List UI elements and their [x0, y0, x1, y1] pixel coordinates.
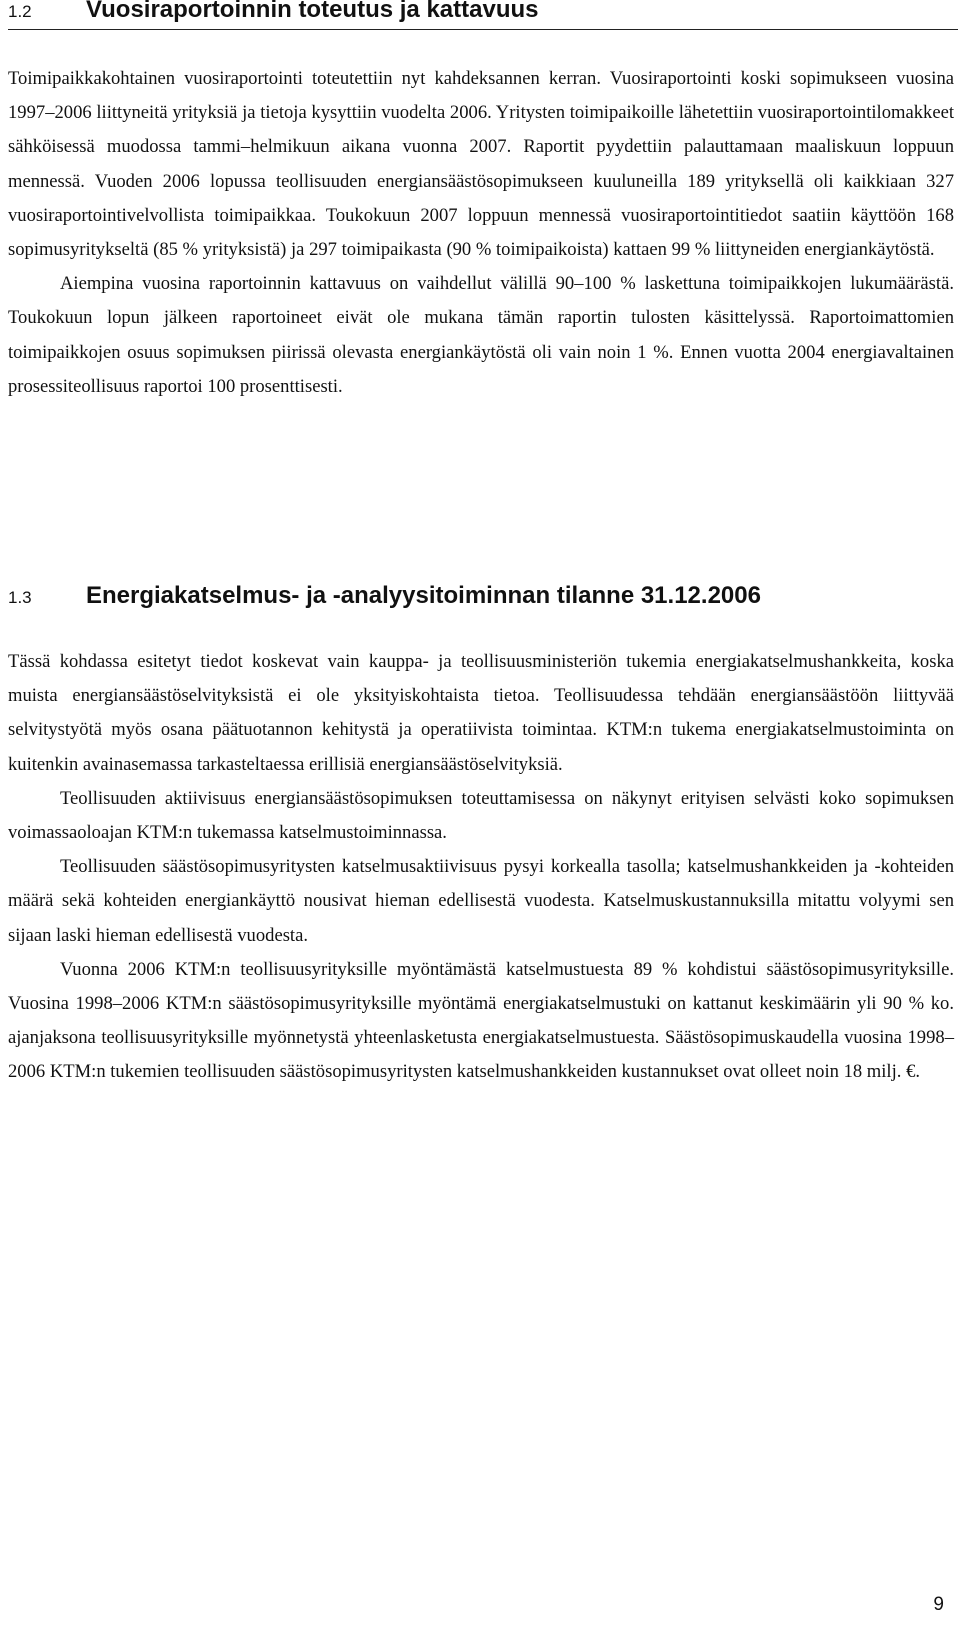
section-title: Vuosiraportoinnin toteutus ja kattavuus	[86, 0, 539, 23]
section-number: 1.2	[8, 2, 32, 21]
section-title: Energiakatselmus- ja -analyysitoiminnan tilanne 31.12.2006	[86, 582, 761, 609]
paragraph: Aiempina vuosina raportoinnin kattavuus on vaihdellut välillä 90–100 % laskettuna toimipaikkojen lukumäärästä. Toukokuun lopun jälkeen raportoineet eivät ole mukana tämän raportin tulosten käsittelyssä. Raportoimattomien toimipaikkojen osuus sopimuksen piirissä olevasta energiankäytöstä oli vain noin 1 %. Ennen vuotta 2004 energiavaltainen prosessiteollisuus raportoi 100 prosenttisesti.	[8, 273, 954, 397]
paragraph: Toimipaikkakohtainen vuosiraportointi toteutettiin nyt kahdeksannen kerran. Vuosiraportointi koski sopimukseen vuosina 1997–2006 liittyneitä yrityksiä ja tietoja kysyttiin vuodelta 2006. Yritysten toimipaikoille lähetettiin vuosiraportointilomakkeet sähköisessä muodossa tammi–helmikuun aikana vuonna 2007. Raportit pyydettiin palauttamaan maaliskuun loppuun mennessä. Vuoden 2006 lopussa teollisuuden energiansäästösopimukseen kuuluneilla 189 yrityksellä oli kaikkiaan 327 vuosiraportointivelvollista toimipaikkaa. Toukokuun 2007 loppuun mennessä vuosiraportointitiedot saatiin käyttöön 168 sopimusyritykseltä (85 % yrityksistä) ja 297 toimipaikasta (90 % toimipaikoista) kattaen 99 % liittyneiden energiankäytöstä.	[8, 68, 954, 261]
section-body-1-2	[8, 62, 954, 404]
paragraph: Teollisuuden aktiivisuus energiansäästösopimuksen toteuttamisessa on näkynyt erityisen selvästi koko sopimuksen voimassaoloajan KTM:n tukemassa katselmustoiminnassa.	[8, 787, 954, 844]
section-number: 1.3	[8, 588, 32, 607]
section-body-1-3	[8, 645, 954, 1090]
paragraph: Teollisuuden säästösopimusyritysten katselmusaktiivisuus pysyi korkealla tasolla; katselmushankkeiden ja -kohteiden määrä sekä kohteiden energiankäyttö nousivat hieman edellisestä vuodesta. Katselmuskustannuksilla mitattu volyymi sen sijaan laski hieman edellisestä vuodesta.	[8, 856, 954, 946]
paragraph: Vuonna 2006 KTM:n teollisuusyrityksille myöntämästä katselmustuesta 89 % kohdistui säästösopimusyrityksille. Vuosina 1998–2006 KTM:n säästösopimusyrityksille myöntämä energiakatselmustuki on kattanut keskimäärin yli 90 % ko. ajanjaksona teollisuusyrityksille myönnetystä yhteenlasketusta energiakatselmustuesta. Säästösopimuskaudella vuosina 1998–2006 KTM:n tukemien teollisuuden säästösopimusyritysten katselmushankkeiden kustannukset ovat olleet noin 18 milj. €.	[8, 958, 954, 1083]
paragraph: Tässä kohdassa esitetyt tiedot koskevat vain kauppa- ja teollisuusministeriön tukemia energiakatselmushankkeita, koska muista energiansäästöselvityksistä ei ole yksityiskohtaista tietoa. Teollisuudessa tehdään energiansäästöön liittyvää selvitystyötä myös osana päätuotannon kehitystä ja operatiivista toimintaa. KTM:n tukema energiakatselmustoiminta on kuitenkin avainasemassa tarkasteltaessa erillisiä energiansäästöselvityksiä.	[8, 651, 954, 775]
section-heading-1-2	[8, 0, 958, 30]
section-heading-1-3	[8, 582, 958, 610]
page-number: 9	[933, 1594, 944, 1615]
